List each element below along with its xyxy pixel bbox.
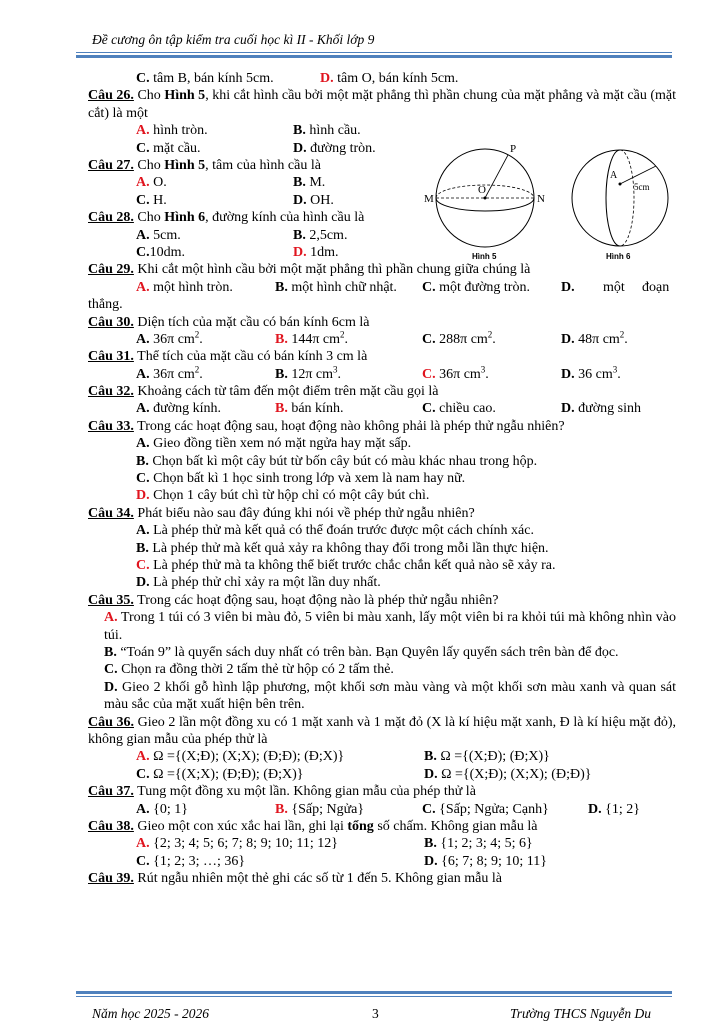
q36-option-c-key: C. xyxy=(136,766,150,782)
figure-6 xyxy=(572,150,668,261)
q29-text: Khi cắt một hình cầu bởi một mặt phẳng thì phần chung giữa chúng là xyxy=(133,262,531,278)
q35-option-d-row xyxy=(88,679,676,714)
q29-option-c-key: C. xyxy=(422,279,436,295)
q27-option-c: H. xyxy=(153,192,167,208)
figure-5 xyxy=(424,143,545,261)
q34-option-b-row xyxy=(88,540,676,557)
q30-end-a: . xyxy=(199,331,203,347)
q34-option-d-row xyxy=(88,574,676,591)
q32-option-a-key: A. xyxy=(136,401,150,417)
q28-option-b: 2,5cm. xyxy=(309,227,348,243)
fig6-sphere-outline xyxy=(572,150,668,246)
q33-option-c-row xyxy=(88,470,676,487)
q29-option-d-part1: một xyxy=(603,279,625,295)
q31-text: Thể tích của mặt cầu có bán kính 3 cm là xyxy=(133,349,368,365)
q39-label: Câu 39. xyxy=(88,871,134,887)
q31-options xyxy=(88,366,676,383)
q38-option-a-key: A. xyxy=(136,836,150,852)
q27-option-d-key: D. xyxy=(293,192,307,208)
q37-option-b-key: B. xyxy=(275,801,288,817)
q35-text: Trong các hoạt động sau, hoạt động nào là phép thử ngẫu nhiên? xyxy=(133,592,499,608)
q27-option-a: O. xyxy=(153,175,167,191)
footer-school-name: Trường THCS Nguyễn Du xyxy=(510,1006,651,1021)
q30-end-c: . xyxy=(492,331,496,347)
q29-options xyxy=(88,279,676,296)
q28-option-c: 10dm. xyxy=(149,244,186,260)
q31-stem xyxy=(88,348,676,365)
q30-option-d-key: D. xyxy=(561,331,575,347)
q30-exp-a: 2 xyxy=(194,329,200,340)
q25-option-d-key: D. xyxy=(320,71,334,86)
q30-exp-b: 2 xyxy=(340,329,345,340)
q34-option-b: Là phép thử mà kết quả xảy ra không thay đổi trong mỗi lần thực hiện. xyxy=(152,540,549,556)
fig5-label-p: P xyxy=(510,143,517,155)
fig6-front-meridian xyxy=(606,150,620,246)
q36-option-a-key: A. xyxy=(136,749,150,765)
q37-option-a-key: A. xyxy=(136,801,150,817)
q31-option-b: 12π cm xyxy=(291,366,334,382)
q31-label: Câu 31. xyxy=(88,349,134,365)
q33-option-d-key: D. xyxy=(136,488,150,504)
q38-option-b: {1; 2; 3; 4; 5; 6} xyxy=(440,836,533,852)
q33-stem xyxy=(88,418,676,435)
page-header-title: Đề cương ôn tập kiểm tra cuối học kì II - Khối lớp 9 xyxy=(92,32,375,47)
q34-option-c: Là phép thử mà ta không thể biết trước chắc chắn kết quả nào sẽ xảy ra. xyxy=(153,557,556,573)
q30-option-b-key: B. xyxy=(275,331,288,347)
q33-option-a: Gieo đồng tiền xem nó mặt ngửa hay mặt sấp. xyxy=(153,436,412,452)
q37-stem xyxy=(88,783,676,800)
q26-option-d: đường tròn. xyxy=(310,140,376,156)
q34-option-c-row xyxy=(88,557,676,574)
q30-option-d: 48π cm xyxy=(578,331,620,347)
q30-exp-c: 2 xyxy=(487,329,493,340)
q30-end-b: . xyxy=(344,331,349,347)
q34-stem xyxy=(88,505,676,522)
q26-text1: Cho xyxy=(133,88,165,104)
q28-option-c-key: C. xyxy=(136,244,150,260)
q38-text1: Gieo một con xúc xắc hai lần, ghi lại xyxy=(133,818,348,834)
q38-text2: số chấm. Không gian mẫu là xyxy=(373,818,538,834)
fig5-radius-op xyxy=(485,155,508,198)
q26-options-ab xyxy=(88,122,676,139)
q32-option-d-key: D. xyxy=(561,401,575,417)
q31-option-b-key: B. xyxy=(275,366,288,382)
q35-option-b: “Toán 9” là quyển sách duy nhất có trên bàn. Bạn Quyên lấy quyển sách trên bàn để đọc. xyxy=(120,644,619,660)
q25-option-c: tâm B, bán kính 5cm. xyxy=(153,71,274,86)
q35-option-d-key: D. xyxy=(104,679,118,695)
q38-option-d-key: D. xyxy=(424,853,438,869)
q35-option-c-row xyxy=(88,661,676,678)
q31-end-c: . xyxy=(485,366,489,382)
q32-option-c-key: C. xyxy=(422,401,436,417)
q31-exp-a: 2 xyxy=(194,364,200,375)
q36-stem xyxy=(88,714,676,749)
fig5-caption: Hình 5 xyxy=(472,252,497,261)
footer-page-number: 3 xyxy=(372,1006,379,1021)
q36-option-d-key: D. xyxy=(424,766,438,782)
q31-end-b: . xyxy=(337,366,342,382)
fig6-label-length: 5cm xyxy=(634,182,650,192)
q27-option-c-key: C. xyxy=(136,192,150,208)
q32-option-b-key: B. xyxy=(275,401,288,417)
q27-label: Câu 27. xyxy=(88,157,134,173)
q37-option-a: {0; 1} xyxy=(153,801,188,817)
q36-options-cd xyxy=(88,766,676,783)
q31-end-d: . xyxy=(617,366,621,382)
q29-label: Câu 29. xyxy=(88,262,134,278)
q31-exp-b: 3 xyxy=(333,364,338,375)
q30-option-b: 144π cm xyxy=(291,331,341,347)
q26-stem xyxy=(88,87,676,122)
q31-option-d: 36 cm xyxy=(578,366,613,382)
q34-text: Phát biểu nào sau đây đúng khi nói về phép thử ngẫu nhiên? xyxy=(133,505,475,521)
q29-option-d-key: D. xyxy=(561,279,575,295)
q27-text1: Cho xyxy=(133,157,165,173)
q37-options xyxy=(88,801,676,818)
q36-text: Gieo 2 lần một đồng xu có 1 mặt xanh và 1 mặt đỏ (X là kí hiệu mặt xanh, Đ là kí hiệu mặt đỏ), không gian mẫu của phép thử là xyxy=(88,714,676,747)
q38-stem xyxy=(88,818,676,835)
q31-end-a: . xyxy=(199,366,203,382)
q27-option-a-key: A. xyxy=(136,175,150,191)
q26-option-a: hình tròn. xyxy=(153,123,208,139)
q28-text2: , đường kính của hình cầu là xyxy=(205,210,365,226)
q37-text: Tung một đồng xu một lần. Không gian mẫu của phép thử là xyxy=(133,784,476,800)
q38-bold: tổng xyxy=(347,818,374,834)
fig6-caption: Hình 6 xyxy=(606,252,631,261)
q37-option-b: {Sấp; Ngửa} xyxy=(291,801,365,817)
q33-option-b-row xyxy=(88,453,676,470)
fig5-label-n: N xyxy=(537,193,545,205)
fig5-front-equator xyxy=(436,198,534,211)
q30-option-c-key: C. xyxy=(422,331,436,347)
q36-option-c: Ω ={(X;X); (Đ;Đ); (Đ;X)} xyxy=(153,766,304,782)
q32-stem xyxy=(88,383,676,400)
q27-option-d: OH. xyxy=(310,192,334,208)
fig6-label-a: A xyxy=(610,170,618,181)
q39-text: Rút ngẫu nhiên một thẻ ghi các số từ 1 đến 5. Không gian mẫu là xyxy=(133,871,502,887)
q34-option-d-key: D. xyxy=(136,575,150,591)
q35-option-b-key: B. xyxy=(104,644,117,660)
q28-option-d-key: D. xyxy=(293,244,307,260)
q33-option-c-key: C. xyxy=(136,471,150,487)
q33-option-c: Chọn bất kì 1 học sinh trong lớp và xem là nam hay nữ. xyxy=(153,471,466,487)
q28-text1: Cho xyxy=(133,210,165,226)
q36-option-b: Ω ={(X;Đ); (Đ;X)} xyxy=(440,749,550,765)
q33-label: Câu 33. xyxy=(88,418,134,434)
fig6-back-meridian xyxy=(620,150,634,246)
q25-option-c-key: C. xyxy=(136,71,150,86)
q38-option-a: {2; 3; 4; 5; 6; 7; 8; 9; 10; 11; 12} xyxy=(153,836,338,852)
q28-option-a: 5cm. xyxy=(153,227,181,243)
q28-option-a-key: A. xyxy=(136,227,150,243)
q38-options-cd xyxy=(88,853,676,870)
q35-option-c: Chọn ra đồng thời 2 tấm thẻ từ hộp có 2 tấm thẻ. xyxy=(121,662,394,678)
q31-option-c: 36π cm xyxy=(439,366,481,382)
q30-label: Câu 30. xyxy=(88,314,134,330)
q32-option-c: chiều cao. xyxy=(439,401,496,417)
q30-exp-d: 2 xyxy=(619,329,625,340)
q33-option-b-key: B. xyxy=(136,453,149,469)
q33-text: Trong các hoạt động sau, hoạt động nào không phải là phép thử ngẫu nhiên? xyxy=(133,418,565,434)
fig5-label-o: O xyxy=(478,184,486,196)
q33-option-a-row xyxy=(88,435,676,452)
q27-text2: , tâm của hình cầu là xyxy=(205,157,321,173)
q35-option-b-row xyxy=(88,644,676,661)
sphere-figures xyxy=(420,138,670,263)
q33-option-b: Chọn bất kì một cây bút từ bốn cây bút có màu khác nhau trong hộp. xyxy=(152,453,538,469)
q30-option-c: 288π cm xyxy=(439,331,488,347)
q37-option-c: {Sấp; Ngửa; Cạnh} xyxy=(439,801,549,817)
fig5-label-m: M xyxy=(424,193,434,205)
q27-option-b: M. xyxy=(309,175,326,191)
header-rule-thin xyxy=(76,52,672,53)
q26-option-c-key: C. xyxy=(136,140,150,156)
header-rule-thick xyxy=(76,55,672,58)
q33-option-d-row xyxy=(88,487,676,504)
q33-option-d: Chọn 1 cây bút chì từ hộp chỉ có một cây bút chì. xyxy=(153,488,430,504)
footer-rule-thick xyxy=(76,991,672,994)
q31-option-a: 36π cm xyxy=(153,366,195,382)
q30-stem xyxy=(88,314,676,331)
q38-option-c-key: C. xyxy=(136,853,150,869)
q34-option-a-row xyxy=(88,522,676,539)
q39-stem xyxy=(88,870,676,887)
q29-option-b-key: B. xyxy=(275,279,288,295)
q36-option-d: Ω ={(X;Đ); (X;X); (Đ;Đ)} xyxy=(441,766,592,782)
q37-option-d-key: D. xyxy=(588,801,602,817)
q26-option-b: hình cầu. xyxy=(309,123,361,139)
footer-rule-thin xyxy=(76,996,672,997)
q36-label: Câu 36. xyxy=(88,714,134,730)
q31-option-c-key: C. xyxy=(422,366,436,382)
q32-option-a: đường kính. xyxy=(153,401,222,417)
q27-bold: Hình 5 xyxy=(164,157,206,173)
footer-school-year: Năm học 2025 - 2026 xyxy=(92,1006,209,1021)
q29-option-d-part2: đoạn xyxy=(642,279,670,295)
q29-option-a: một hình tròn. xyxy=(153,279,233,295)
q35-label: Câu 35. xyxy=(88,592,134,608)
q28-bold: Hình 6 xyxy=(164,210,206,226)
fig6-center-dot xyxy=(619,183,622,186)
q35-stem xyxy=(88,592,676,609)
q26-option-d-key: D. xyxy=(293,140,307,156)
q36-option-a: Ω ={(X;Đ); (X;X); (Đ;Đ); (Đ;X)} xyxy=(153,749,345,765)
q31-exp-c: 3 xyxy=(480,364,486,375)
q35-option-a: Trong 1 túi có 3 viên bi màu đỏ, 5 viên bi màu xanh, lấy một viên bi ra khỏi túi mà không nhìn vào túi. xyxy=(104,610,677,643)
q35-option-d: Gieo 2 khối gỗ hình lập phương, một khối sơn màu vàng và một khối sơn màu xanh và quan sát màu sắc của mặt xuất hiện bên trên. xyxy=(104,679,677,713)
q34-label: Câu 34. xyxy=(88,505,134,521)
q31-exp-d: 3 xyxy=(612,364,618,375)
q28-option-d: 1dm. xyxy=(310,244,339,260)
q29-option-b: một hình chữ nhật. xyxy=(291,279,397,295)
q38-option-b-key: B. xyxy=(424,836,437,852)
q26-option-c: mặt cầu. xyxy=(153,140,201,156)
q26-option-a-key: A. xyxy=(136,123,150,139)
q26-label: Câu 26. xyxy=(88,88,134,104)
q32-options xyxy=(88,400,676,417)
q34-option-b-key: B. xyxy=(136,540,149,556)
fig5-center-dot xyxy=(484,197,487,200)
q38-option-c: {1; 2; 3; …; 36} xyxy=(153,853,246,869)
q37-label: Câu 37. xyxy=(88,784,134,800)
q36-option-b-key: B. xyxy=(424,749,437,765)
q29-option-c: một đường tròn. xyxy=(439,279,530,295)
q26-bold: Hình 5 xyxy=(164,88,206,104)
q27-option-b-key: B. xyxy=(293,175,306,191)
q37-option-c-key: C. xyxy=(422,801,436,817)
q32-label: Câu 32. xyxy=(88,384,134,400)
q38-option-d: {6; 7; 8; 9; 10; 11} xyxy=(441,853,547,869)
q29-stem xyxy=(88,261,676,278)
q35-option-c-key: C. xyxy=(104,662,118,678)
q35-option-a-key: A. xyxy=(104,610,118,626)
q25-option-d: tâm O, bán kính 5cm. xyxy=(337,71,459,86)
q30-option-a: 36π cm xyxy=(153,331,195,347)
q29-option-a-key: A. xyxy=(136,279,150,295)
q35-option-a-row xyxy=(88,609,676,644)
q30-text: Diện tích của mặt cầu có bán kính 6cm là xyxy=(133,314,370,330)
q29-option-d-cont: thẳng. xyxy=(88,297,123,313)
q32-text: Khoảng cách từ tâm đến một điểm trên mặt cầu gọi là xyxy=(133,384,439,400)
q34-option-a-key: A. xyxy=(136,523,150,539)
q30-option-a-key: A. xyxy=(136,331,150,347)
q31-option-a-key: A. xyxy=(136,366,150,382)
q26-option-b-key: B. xyxy=(293,123,306,139)
q28-label: Câu 28. xyxy=(88,210,134,226)
q30-options xyxy=(88,331,676,348)
q38-options-ab xyxy=(88,835,676,852)
q30-end-d: . xyxy=(624,331,628,347)
q26-text2: , khi cắt hình cầu bởi một mặt phẳng thì phần chung của mặt phẳng và mặt cầu (mặt cắt) là một xyxy=(88,88,676,121)
q32-option-d: đường sinh xyxy=(578,401,641,417)
q34-option-a: Là phép thử mà kết quả có thể đoán trước được một cách chính xác. xyxy=(153,523,534,539)
q38-label: Câu 38. xyxy=(88,818,134,834)
q36-options-ab xyxy=(88,748,676,765)
q25-options-cd xyxy=(88,70,676,87)
q34-option-d: Là phép thử chỉ xảy ra một lần duy nhất. xyxy=(153,575,381,591)
q34-option-c-key: C. xyxy=(136,557,150,573)
q32-option-b: bán kính. xyxy=(291,401,344,417)
q37-option-d: {1; 2} xyxy=(605,801,640,817)
q33-option-a-key: A. xyxy=(136,436,150,452)
q28-option-b-key: B. xyxy=(293,227,306,243)
q31-option-d-key: D. xyxy=(561,366,575,382)
